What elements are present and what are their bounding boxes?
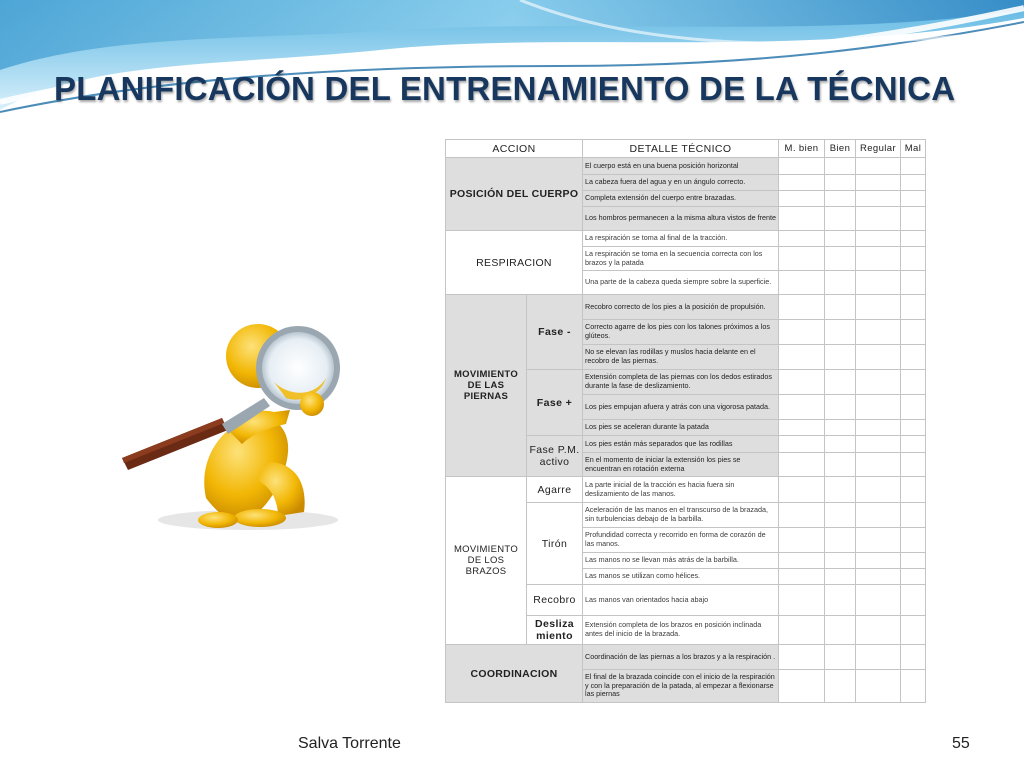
header-bien: Bien: [825, 140, 856, 158]
rating-muy-bien-cell[interactable]: [779, 670, 825, 703]
rating-regular-cell[interactable]: [856, 175, 901, 191]
slide-page-number: 55: [952, 735, 970, 752]
rating-mal-cell[interactable]: [901, 345, 926, 370]
rating-regular-cell[interactable]: [856, 585, 901, 616]
rating-muy-bien-cell[interactable]: [779, 247, 825, 271]
subsection-fase-pm-activo: Fase P.M. activo: [527, 436, 583, 477]
detail-cell: No se elevan las rodillas y muslos hacia delante en el recobro de las piernas.: [583, 345, 779, 370]
rating-mal-cell[interactable]: [901, 158, 926, 175]
detail-cell: La respiración se toma al final de la tracción.: [583, 231, 779, 247]
rating-muy-bien-cell[interactable]: [779, 569, 825, 585]
header-mal: Mal: [901, 140, 926, 158]
table-row: [446, 477, 926, 503]
rating-bien-cell[interactable]: [825, 585, 856, 616]
section-coordinacion: COORDINACION: [446, 645, 583, 703]
subsection-fase-mas: Fase +: [527, 370, 583, 436]
rating-muy-bien-cell[interactable]: [779, 175, 825, 191]
rating-regular-cell[interactable]: [856, 191, 901, 207]
rating-muy-bien-cell[interactable]: [779, 645, 825, 670]
table-row: [446, 645, 926, 670]
rating-bien-cell[interactable]: [825, 158, 856, 175]
rating-mal-cell[interactable]: [901, 207, 926, 231]
rating-bien-cell[interactable]: [825, 231, 856, 247]
rating-muy-bien-cell[interactable]: [779, 616, 825, 645]
rating-mal-cell[interactable]: [901, 191, 926, 207]
rating-muy-bien-cell[interactable]: [779, 453, 825, 477]
rating-mal-cell[interactable]: [901, 670, 926, 703]
detail-cell: Los pies están más separados que las rodillas: [583, 436, 779, 453]
subsection-agarre: Agarre: [527, 477, 583, 503]
rating-mal-cell[interactable]: [901, 295, 926, 320]
rating-bien-cell[interactable]: [825, 477, 856, 503]
rating-regular-cell[interactable]: [856, 231, 901, 247]
detail-cell: Profundidad correcta y recorrido en forma de corazón de las manos.: [583, 528, 779, 553]
rating-bien-cell[interactable]: [825, 345, 856, 370]
rating-bien-cell[interactable]: [825, 175, 856, 191]
subsection-deslizamiento: Desliza miento: [527, 616, 583, 645]
rating-bien-cell[interactable]: [825, 453, 856, 477]
rating-bien-cell[interactable]: [825, 207, 856, 231]
detail-cell: La respiración se toma en la secuencia correcta con los brazos y la patada: [583, 247, 779, 271]
detail-cell: Las manos no se llevan más atrás de la barbilla.: [583, 553, 779, 569]
section-movimiento-de-las-piernas: MOVIMIENTO DE LAS PIERNAS: [446, 295, 527, 477]
rating-regular-cell[interactable]: [856, 528, 901, 553]
rating-mal-cell[interactable]: [901, 616, 926, 645]
rating-muy-bien-cell[interactable]: [779, 370, 825, 395]
table-row: [446, 158, 926, 175]
rating-regular-cell[interactable]: [856, 420, 901, 436]
rating-bien-cell[interactable]: [825, 528, 856, 553]
technique-evaluation-table: [445, 139, 925, 697]
rating-bien-cell[interactable]: [825, 320, 856, 345]
rating-muy-bien-cell[interactable]: [779, 271, 825, 295]
detail-cell: Los pies se aceleran durante la patada: [583, 420, 779, 436]
rating-bien-cell[interactable]: [825, 616, 856, 645]
detail-cell: Los pies empujan afuera y atrás con una vigorosa patada.: [583, 395, 779, 420]
rating-mal-cell[interactable]: [901, 585, 926, 616]
rating-bien-cell[interactable]: [825, 436, 856, 453]
rating-regular-cell[interactable]: [856, 436, 901, 453]
rating-bien-cell[interactable]: [825, 503, 856, 528]
detail-cell: Las manos se utilizan como hélices.: [583, 569, 779, 585]
rating-bien-cell[interactable]: [825, 247, 856, 271]
header-detalle-tecnico: DETALLE TÉCNICO: [583, 140, 779, 158]
rating-muy-bien-cell[interactable]: [779, 503, 825, 528]
rating-bien-cell[interactable]: [825, 370, 856, 395]
table-row: [446, 295, 926, 320]
rating-regular-cell[interactable]: [856, 453, 901, 477]
rating-mal-cell[interactable]: [901, 436, 926, 453]
rating-regular-cell[interactable]: [856, 320, 901, 345]
rating-regular-cell[interactable]: [856, 477, 901, 503]
rating-bien-cell[interactable]: [825, 191, 856, 207]
header-regular: Regular: [856, 140, 901, 158]
subsection-recobro: Recobro: [527, 585, 583, 616]
detail-cell: Aceleración de las manos en el transcurso de la brazada, sin turbulencias debajo de la barbilla.: [583, 503, 779, 528]
subsection-fase-menos: Fase -: [527, 295, 583, 370]
evaluation-table: [445, 139, 926, 703]
header-accion: ACCION: [446, 140, 583, 158]
section-movimiento-de-los-brazos: MOVIMIENTO DE LOS BRAZOS: [446, 477, 527, 645]
rating-mal-cell[interactable]: [901, 528, 926, 553]
rating-muy-bien-cell[interactable]: [779, 295, 825, 320]
rating-mal-cell[interactable]: [901, 420, 926, 436]
rating-bien-cell[interactable]: [825, 553, 856, 569]
detail-cell: Extensión completa de los brazos en posición inclinada antes del inicio de la brazada.: [583, 616, 779, 645]
rating-mal-cell[interactable]: [901, 477, 926, 503]
rating-muy-bien-cell[interactable]: [779, 191, 825, 207]
detail-cell: En el momento de iniciar la extensión los pies se encuentran en rotación externa: [583, 453, 779, 477]
rating-muy-bien-cell[interactable]: [779, 158, 825, 175]
detail-cell: Completa extensión del cuerpo entre brazadas.: [583, 191, 779, 207]
rating-muy-bien-cell[interactable]: [779, 585, 825, 616]
rating-mal-cell[interactable]: [901, 569, 926, 585]
rating-regular-cell[interactable]: [856, 503, 901, 528]
rating-mal-cell[interactable]: [901, 453, 926, 477]
rating-regular-cell[interactable]: [856, 616, 901, 645]
subsection-tiron: Tirón: [527, 503, 583, 585]
detail-cell: El final de la brazada coincide con el inicio de la respiración y con la preparación de la patada, al empezar a flexionarse las piernas: [583, 670, 779, 703]
detail-cell: Extensión completa de las piernas con los dedos estirados durante la fase de deslizamiento.: [583, 370, 779, 395]
rating-muy-bien-cell[interactable]: [779, 207, 825, 231]
rating-regular-cell[interactable]: [856, 569, 901, 585]
rating-regular-cell[interactable]: [856, 271, 901, 295]
rating-muy-bien-cell[interactable]: [779, 320, 825, 345]
rating-mal-cell[interactable]: [901, 370, 926, 395]
rating-mal-cell[interactable]: [901, 320, 926, 345]
detail-cell: Recobro correcto de los pies a la posición de propulsión.: [583, 295, 779, 320]
rating-regular-cell[interactable]: [856, 345, 901, 370]
rating-muy-bien-cell[interactable]: [779, 345, 825, 370]
rating-mal-cell[interactable]: [901, 271, 926, 295]
figure-with-magnifying-glass-icon: [118, 312, 372, 538]
rating-mal-cell[interactable]: [901, 247, 926, 271]
rating-regular-cell[interactable]: [856, 207, 901, 231]
decorative-wave-header: [0, 0, 1024, 130]
rating-mal-cell[interactable]: [901, 645, 926, 670]
rating-mal-cell[interactable]: [901, 503, 926, 528]
rating-muy-bien-cell[interactable]: [779, 528, 825, 553]
rating-mal-cell[interactable]: [901, 395, 926, 420]
rating-mal-cell[interactable]: [901, 553, 926, 569]
rating-bien-cell[interactable]: [825, 645, 856, 670]
rating-muy-bien-cell[interactable]: [779, 420, 825, 436]
detail-cell: Una parte de la cabeza queda siempre sobre la superficie.: [583, 271, 779, 295]
detail-cell: Los hombros permanecen a la misma altura vistos de frente: [583, 207, 779, 231]
rating-muy-bien-cell[interactable]: [779, 436, 825, 453]
table-row: [446, 231, 926, 247]
rating-regular-cell[interactable]: [856, 553, 901, 569]
rating-mal-cell[interactable]: [901, 175, 926, 191]
rating-bien-cell[interactable]: [825, 295, 856, 320]
detail-cell: El cuerpo está en una buena posición horizontal: [583, 158, 779, 175]
section-posicion-del-cuerpo: POSICIÓN DEL CUERPO: [446, 158, 583, 231]
rating-muy-bien-cell[interactable]: [779, 553, 825, 569]
rating-regular-cell[interactable]: [856, 295, 901, 320]
rating-muy-bien-cell[interactable]: [779, 477, 825, 503]
header-muy-bien: M. bien: [779, 140, 825, 158]
rating-bien-cell[interactable]: [825, 420, 856, 436]
detail-cell: La parte inicial de la tracción es hacia fuera sin deslizamiento de las manos.: [583, 477, 779, 503]
slide-title: PLANIFICACIÓN DEL ENTRENAMIENTO DE LA TÉCNICA: [54, 70, 956, 107]
detail-cell: La cabeza fuera del agua y en un ángulo correcto.: [583, 175, 779, 191]
rating-regular-cell[interactable]: [856, 158, 901, 175]
footer-author: Salva Torrente: [298, 735, 401, 752]
table-header-row: [446, 140, 926, 158]
rating-bien-cell[interactable]: [825, 670, 856, 703]
rating-regular-cell[interactable]: [856, 370, 901, 395]
detail-cell: Las manos van orientados hacia abajo: [583, 585, 779, 616]
rating-regular-cell[interactable]: [856, 247, 901, 271]
rating-muy-bien-cell[interactable]: [779, 231, 825, 247]
rating-bien-cell[interactable]: [825, 395, 856, 420]
rating-bien-cell[interactable]: [825, 271, 856, 295]
rating-regular-cell[interactable]: [856, 670, 901, 703]
section-respiracion: RESPIRACION: [446, 231, 583, 295]
detail-cell: Coordinación de las piernas a los brazos y a la respiración .: [583, 645, 779, 670]
rating-bien-cell[interactable]: [825, 569, 856, 585]
rating-muy-bien-cell[interactable]: [779, 395, 825, 420]
detail-cell: Correcto agarre de los pies con los talones próximos a los glúteos.: [583, 320, 779, 345]
rating-mal-cell[interactable]: [901, 231, 926, 247]
rating-regular-cell[interactable]: [856, 395, 901, 420]
rating-regular-cell[interactable]: [856, 645, 901, 670]
